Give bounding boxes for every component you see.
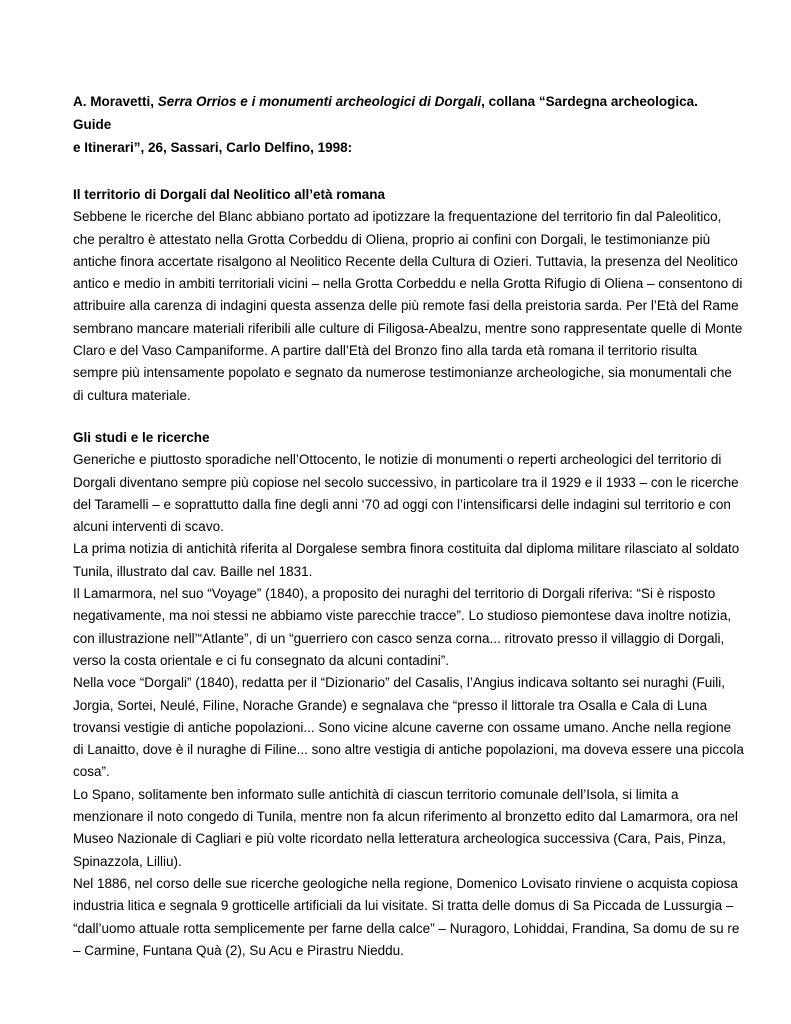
text-line: “dall’uomo attuale rotta semplicemente per farne della calce” – Nuragoro, Lohiddai, Frandina, Sa domu de su re — [73, 920, 740, 936]
section-title-territorio: Il territorio di Dorgali dal Neolitico all’età romana — [73, 187, 386, 202]
text-line: alcuni interventi di scavo. — [73, 519, 224, 535]
bibliography-title: Serra Orrios e i monumenti archeologici di Dorgali — [157, 94, 482, 109]
text-line: che peraltro è attestato nella Grotta Corbeddu di Oliena, proprio ai confini con Dorgali, le testimonianze più — [73, 231, 711, 247]
text-line: Spinazzola, Lilliu). — [73, 853, 182, 869]
document-page — [73, 90, 744, 962]
text-line: verso la costa orientale e ci fu consegnato da alcuni contadini”. — [73, 652, 449, 668]
text-line: La prima notizia di antichità riferita al Dorgalese sembra finora costituita dal diploma militare rilasciato al soldato — [73, 541, 740, 557]
text-line: di cultura materiale. — [73, 387, 191, 403]
text-line: trovansi vestigie di antiche popolazioni... Sono vicine alcune caverne con ossame umano. Anche nella regione — [73, 719, 732, 735]
bibliography-line-2: e Itinerari”, 26, Sassari, Carlo Delfino, 1998: — [73, 140, 353, 155]
section-title-studi: Gli studi e le ricerche — [73, 429, 210, 445]
text-line: con illustrazione nell’“Atlante”, di un “guerriero con casco senza corna... ritrovato presso il villaggio di Dorgali, — [73, 630, 725, 646]
bibliography-reference — [73, 90, 723, 159]
text-line: cosa”. — [73, 764, 110, 780]
section-body-territorio — [73, 206, 743, 407]
text-line: Nel 1886, nel corso delle sue ricerche geologiche nella regione, Domenico Lovisato rinviene o acquista copiosa — [73, 875, 738, 891]
text-line: Claro e del Vaso Campaniforme. A partire dall’Età del Bronzo fino alla tarda età romana il territorio risulta — [73, 343, 698, 359]
spacer — [73, 407, 723, 427]
text-line: attribuire alla carenza di indagini questa assenza delle più remote fasi della preistoria sarda. Per l’Età del Rame — [73, 298, 739, 314]
text-line: Lo Spano, solitamente ben informato sulle antichità di ciascun territorio comunale dell’Isola, si limita a — [73, 786, 679, 802]
spacer — [73, 159, 723, 184]
text-line: antico e medio in ambiti territoriali vicini – nella Grotta Corbeddu e nella Grotta Rifugio di Oliena – consentono di — [73, 276, 743, 292]
text-line: del Taramelli – e soprattutto dalla fine degli anni ‘70 ad oggi con l’intensificarsi delle indagini sul territorio e con — [73, 496, 731, 512]
text-line: di Lanaitto, dove è il nuraghe di Filine... sono altre vestigia di antiche popolazioni, ma doveva essere una piccola — [73, 742, 744, 758]
text-line: Jorgia, Sortei, Neulé, Filine, Norache Grande) e segnalava che “presso il littorale tra Osalla e Cala di Luna — [73, 697, 708, 713]
section-body-studi — [73, 449, 744, 962]
text-line: antiche finora accertate risalgono al Neolitico Recente della Cultura di Ozieri. Tuttavia, la presenza del Neolitico — [73, 253, 738, 269]
text-line: Dorgali diventano sempre più copiose nel secolo successivo, in particolare tra il 1929 e il 1933 – con le ricerche — [73, 474, 739, 490]
text-line: Sebbene le ricerche del Blanc abbiano portato ad ipotizzare la frequentazione del territorio fin dal Paleolitico, — [73, 209, 722, 225]
text-line: sempre più intensamente popolato e segnato da numerose testimonianze archeologiche, sia monumentali che — [73, 365, 732, 381]
text-line: Tunila, illustrato dal cav. Baille nel 1831. — [73, 563, 313, 579]
text-line: Il Lamarmora, nel suo “Voyage” (1840), a proposito dei nuraghi del territorio di Dorgali riferiva: “Si è risposto — [73, 586, 716, 602]
text-line: Generiche e piuttosto sporadiche nell’Ottocento, le notizie di monumenti o reperti archeologici del territorio di — [73, 452, 722, 468]
text-line: – Carmine, Funtana Quà (2), Su Acu e Pirastru Nieddu. — [73, 942, 404, 958]
bibliography-author: A. Moravetti, — [73, 94, 158, 109]
text-line: negativamente, ma noi stessi ne abbiamo viste parecchie tracce”. Lo studioso piemontese dava inoltre notizia, — [73, 608, 732, 624]
bibliography-line-1 — [73, 90, 723, 136]
text-line: sembrano mancare materiali riferibili alle culture di Filigosa-Abealzu, mentre sono rappresentate quelle di Monte — [73, 320, 743, 336]
text-line: Nella voce “Dorgali” (1840), redatta per il “Dizionario” del Casalis, l’Angius indicava soltanto sei nuraghi (Fuili, — [73, 675, 726, 691]
bibliography-series: , collana “Sardegna archeologica. Guide — [73, 94, 698, 132]
text-line: industria litica e segnala 9 grotticelle artificiali da lui visitate. Si tratta delle domus di Sa Piccada de Lussurgia – — [73, 898, 734, 914]
text-line: menzionare il noto congedo di Tunila, mentre non fa alcun riferimento al bronzetto edito dal Lamarmora, ora nel — [73, 809, 738, 825]
text-line: Museo Nazionale di Cagliari e più volte ricordato nella letteratura archeologica successiva (Cara, Pais, Pinza, — [73, 831, 726, 847]
